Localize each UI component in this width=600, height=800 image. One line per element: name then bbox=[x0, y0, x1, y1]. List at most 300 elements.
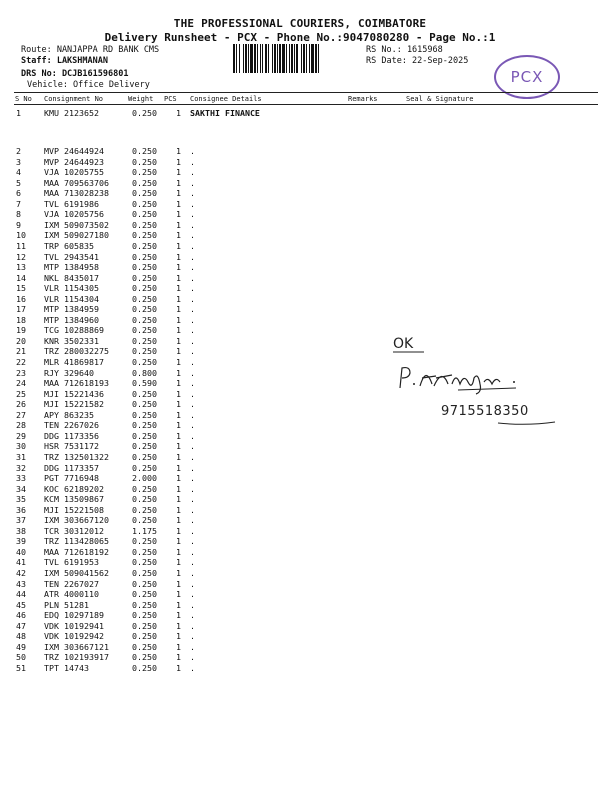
cell-sno: 2 bbox=[16, 146, 21, 156]
cell-pcs: 1 bbox=[176, 536, 181, 546]
table-row bbox=[0, 452, 600, 462]
cell-consignment-no: MVP 24644924 bbox=[44, 146, 104, 156]
cell-pcs: 1 bbox=[176, 209, 181, 219]
cell-sno: 20 bbox=[16, 336, 26, 346]
rs-number: RS No.: 1615968 bbox=[366, 45, 443, 55]
cell-sno: 21 bbox=[16, 346, 26, 356]
cell-pcs: 1 bbox=[176, 157, 181, 167]
cell-sno: 48 bbox=[16, 631, 26, 641]
cell-pcs: 1 bbox=[176, 188, 181, 198]
cell-sno: 18 bbox=[16, 315, 26, 325]
col-seal-signature: Seal & Signature bbox=[406, 95, 474, 103]
cell-consignee: . bbox=[190, 241, 195, 251]
cell-weight: 0.250 bbox=[132, 557, 157, 567]
cell-consignment-no: TVL 6191986 bbox=[44, 199, 99, 209]
cell-consignee: . bbox=[190, 273, 195, 283]
drs-number: DRS No: DCJB161596801 bbox=[21, 69, 129, 79]
table-row bbox=[0, 146, 600, 156]
cell-consignment-no: NKL 8435017 bbox=[44, 273, 99, 283]
cell-consignment-no: VLR 1154304 bbox=[44, 294, 99, 304]
route-label: Route: NANJAPPA RD BANK CMS bbox=[21, 45, 160, 55]
table-row bbox=[0, 252, 600, 262]
cell-pcs: 1 bbox=[176, 505, 181, 515]
cell-sno: 11 bbox=[16, 241, 26, 251]
cell-weight: 0.250 bbox=[132, 484, 157, 494]
cell-sno: 4 bbox=[16, 167, 21, 177]
cell-sno: 50 bbox=[16, 652, 26, 662]
cell-weight: 0.250 bbox=[132, 631, 157, 641]
table-row bbox=[0, 579, 600, 589]
cell-weight: 0.250 bbox=[132, 283, 157, 293]
cell-pcs: 1 bbox=[176, 273, 181, 283]
cell-sno: 29 bbox=[16, 431, 26, 441]
cell-pcs: 1 bbox=[176, 325, 181, 335]
cell-pcs: 1 bbox=[176, 304, 181, 314]
cell-consignment-no: MLR 41869817 bbox=[44, 357, 104, 367]
cell-consignee: . bbox=[190, 484, 195, 494]
cell-weight: 0.250 bbox=[132, 505, 157, 515]
cell-weight: 0.250 bbox=[132, 336, 157, 346]
cell-pcs: 1 bbox=[176, 262, 181, 272]
cell-pcs: 1 bbox=[176, 178, 181, 188]
cell-consignment-no: TRZ 102193917 bbox=[44, 652, 109, 662]
cell-weight: 1.175 bbox=[132, 526, 157, 536]
cell-sno: 16 bbox=[16, 294, 26, 304]
table-row bbox=[0, 294, 600, 304]
table-row bbox=[0, 621, 600, 631]
table-row bbox=[0, 663, 600, 673]
cell-consignee: . bbox=[190, 346, 195, 356]
cell-weight: 0.250 bbox=[132, 621, 157, 631]
cell-consignee: SAKTHI FINANCE bbox=[190, 108, 260, 118]
rs-date: RS Date: 22-Sep-2025 bbox=[366, 56, 469, 66]
cell-consignment-no: TCG 10288869 bbox=[44, 325, 104, 335]
cell-sno: 31 bbox=[16, 452, 26, 462]
cell-consignee: . bbox=[190, 157, 195, 167]
cell-weight: 0.250 bbox=[132, 515, 157, 525]
cell-sno: 43 bbox=[16, 579, 26, 589]
cell-pcs: 1 bbox=[176, 452, 181, 462]
cell-weight: 0.250 bbox=[132, 579, 157, 589]
cell-pcs: 1 bbox=[176, 283, 181, 293]
cell-consignee: . bbox=[190, 199, 195, 209]
cell-pcs: 1 bbox=[176, 547, 181, 557]
table-row bbox=[0, 315, 600, 325]
cell-sno: 38 bbox=[16, 526, 26, 536]
cell-pcs: 1 bbox=[176, 346, 181, 356]
table-row bbox=[0, 505, 600, 515]
cell-sno: 3 bbox=[16, 157, 21, 167]
cell-weight: 0.250 bbox=[132, 610, 157, 620]
ok-underline-mark bbox=[392, 350, 426, 354]
cell-sno: 22 bbox=[16, 357, 26, 367]
cell-pcs: 1 bbox=[176, 410, 181, 420]
cell-consignee: . bbox=[190, 473, 195, 483]
cell-consignment-no: MAA 709563706 bbox=[44, 178, 109, 188]
cell-consignment-no: TCR 30312012 bbox=[44, 526, 104, 536]
cell-weight: 0.250 bbox=[132, 108, 157, 118]
cell-pcs: 1 bbox=[176, 515, 181, 525]
cell-pcs: 1 bbox=[176, 368, 181, 378]
cell-consignee: . bbox=[190, 568, 195, 578]
cell-consignment-no: IXM 509073502 bbox=[44, 220, 109, 230]
cell-consignee: . bbox=[190, 410, 195, 420]
cell-pcs: 1 bbox=[176, 579, 181, 589]
cell-sno: 33 bbox=[16, 473, 26, 483]
table-row bbox=[0, 262, 600, 272]
header-bottom-divider bbox=[14, 104, 598, 105]
cell-consignee: . bbox=[190, 230, 195, 240]
table-row bbox=[0, 526, 600, 536]
cell-consignee: . bbox=[190, 420, 195, 430]
cell-consignment-no: MVP 24644923 bbox=[44, 157, 104, 167]
cell-consignment-no: IXM 303667121 bbox=[44, 642, 109, 652]
cell-pcs: 1 bbox=[176, 252, 181, 262]
cell-consignment-no: MTP 1384959 bbox=[44, 304, 99, 314]
cell-consignment-no: VJA 10205755 bbox=[44, 167, 104, 177]
cell-consignment-no: HSR 7531172 bbox=[44, 441, 99, 451]
cell-pcs: 1 bbox=[176, 526, 181, 536]
company-title: THE PROFESSIONAL COURIERS, COIMBATORE bbox=[173, 17, 427, 30]
cell-consignee: . bbox=[190, 536, 195, 546]
cell-pcs: 1 bbox=[176, 600, 181, 610]
cell-pcs: 1 bbox=[176, 589, 181, 599]
runsheet-subtitle: Delivery Runsheet - PCX - Phone No.:9047080280 - Page No.:1 bbox=[104, 31, 496, 44]
cell-consignee: . bbox=[190, 209, 195, 219]
cell-weight: 0.250 bbox=[132, 410, 157, 420]
cell-consignment-no: APY 863235 bbox=[44, 410, 94, 420]
cell-pcs: 1 bbox=[176, 431, 181, 441]
cell-consignee: . bbox=[190, 589, 195, 599]
cell-consignee: . bbox=[190, 304, 195, 314]
cell-sno: 36 bbox=[16, 505, 26, 515]
cell-weight: 0.800 bbox=[132, 368, 157, 378]
cell-consignee: . bbox=[190, 389, 195, 399]
cell-consignee: . bbox=[190, 600, 195, 610]
table-row bbox=[0, 336, 600, 346]
cell-weight: 0.250 bbox=[132, 262, 157, 272]
cell-consignee: . bbox=[190, 621, 195, 631]
cell-weight: 0.250 bbox=[132, 399, 157, 409]
cell-consignee: . bbox=[190, 463, 195, 473]
cell-sno: 42 bbox=[16, 568, 26, 578]
cell-sno: 5 bbox=[16, 178, 21, 188]
cell-consignee: . bbox=[190, 505, 195, 515]
cell-consignment-no: IXM 509041562 bbox=[44, 568, 109, 578]
table-row bbox=[0, 325, 600, 335]
cell-weight: 0.250 bbox=[132, 252, 157, 262]
cell-weight: 0.250 bbox=[132, 452, 157, 462]
table-row bbox=[0, 304, 600, 314]
cell-pcs: 1 bbox=[176, 220, 181, 230]
cell-consignment-no: VDK 10192942 bbox=[44, 631, 104, 641]
cell-sno: 24 bbox=[16, 378, 26, 388]
cell-weight: 0.250 bbox=[132, 568, 157, 578]
table-row bbox=[0, 589, 600, 599]
cell-weight: 0.250 bbox=[132, 146, 157, 156]
table-row bbox=[0, 178, 600, 188]
cell-sno: 26 bbox=[16, 399, 26, 409]
table-row bbox=[0, 494, 600, 504]
cell-consignee: . bbox=[190, 610, 195, 620]
cell-sno: 9 bbox=[16, 220, 21, 230]
cell-consignment-no: TRZ 280032275 bbox=[44, 346, 109, 356]
cell-pcs: 1 bbox=[176, 621, 181, 631]
cell-pcs: 1 bbox=[176, 557, 181, 567]
cell-pcs: 1 bbox=[176, 642, 181, 652]
cell-sno: 51 bbox=[16, 663, 26, 673]
cell-sno: 28 bbox=[16, 420, 26, 430]
table-row bbox=[0, 610, 600, 620]
cell-sno: 6 bbox=[16, 188, 21, 198]
table-row bbox=[0, 642, 600, 652]
cell-sno: 37 bbox=[16, 515, 26, 525]
cell-weight: 0.250 bbox=[132, 536, 157, 546]
cell-weight: 0.250 bbox=[132, 273, 157, 283]
cell-sno: 8 bbox=[16, 209, 21, 219]
cell-pcs: 1 bbox=[176, 652, 181, 662]
cell-consignee: . bbox=[190, 294, 195, 304]
cell-sno: 27 bbox=[16, 410, 26, 420]
cell-consignment-no: MAA 712618192 bbox=[44, 547, 109, 557]
table-row bbox=[0, 441, 600, 451]
cell-pcs: 1 bbox=[176, 378, 181, 388]
cell-consignment-no: ATR 4000110 bbox=[44, 589, 99, 599]
header-top-divider bbox=[14, 92, 598, 93]
cell-consignment-no: KNR 3502331 bbox=[44, 336, 99, 346]
cell-consignee: . bbox=[190, 146, 195, 156]
cell-pcs: 1 bbox=[176, 610, 181, 620]
cell-pcs: 1 bbox=[176, 199, 181, 209]
table-row bbox=[0, 199, 600, 209]
cell-weight: 0.250 bbox=[132, 441, 157, 451]
cell-sno: 17 bbox=[16, 304, 26, 314]
cell-consignment-no: MJI 15221436 bbox=[44, 389, 104, 399]
cell-weight: 0.250 bbox=[132, 220, 157, 230]
cell-sno: 41 bbox=[16, 557, 26, 567]
col-sno: S No bbox=[15, 95, 32, 103]
cell-consignee: . bbox=[190, 399, 195, 409]
cell-weight: 0.250 bbox=[132, 663, 157, 673]
handwritten-signature bbox=[396, 362, 526, 396]
col-pcs: PCS bbox=[164, 95, 177, 103]
cell-pcs: 1 bbox=[176, 108, 181, 118]
table-row bbox=[0, 484, 600, 494]
cell-weight: 0.250 bbox=[132, 420, 157, 430]
cell-pcs: 1 bbox=[176, 146, 181, 156]
cell-weight: 0.250 bbox=[132, 304, 157, 314]
cell-consignment-no: TRP 605835 bbox=[44, 241, 94, 251]
cell-consignment-no: VDK 10192941 bbox=[44, 621, 104, 631]
cell-weight: 0.250 bbox=[132, 294, 157, 304]
barcode-image bbox=[233, 44, 360, 73]
cell-sno: 23 bbox=[16, 368, 26, 378]
cell-consignee: . bbox=[190, 220, 195, 230]
handwritten-ok: OK bbox=[393, 336, 414, 352]
cell-consignment-no: IXM 303667120 bbox=[44, 515, 109, 525]
cell-consignment-no: EDQ 10297189 bbox=[44, 610, 104, 620]
cell-pcs: 1 bbox=[176, 230, 181, 240]
cell-consignment-no: TVL 6191953 bbox=[44, 557, 99, 567]
cell-pcs: 1 bbox=[176, 241, 181, 251]
cell-consignee: . bbox=[190, 642, 195, 652]
table-row bbox=[0, 515, 600, 525]
cell-pcs: 1 bbox=[176, 389, 181, 399]
cell-weight: 0.250 bbox=[132, 188, 157, 198]
cell-weight: 0.250 bbox=[132, 589, 157, 599]
cell-pcs: 1 bbox=[176, 294, 181, 304]
cell-weight: 0.250 bbox=[132, 167, 157, 177]
cell-consignee: . bbox=[190, 262, 195, 272]
cell-consignee: . bbox=[190, 378, 195, 388]
cell-consignee: . bbox=[190, 252, 195, 262]
cell-pcs: 1 bbox=[176, 315, 181, 325]
cell-pcs: 1 bbox=[176, 420, 181, 430]
cell-consignment-no: RJY 329640 bbox=[44, 368, 94, 378]
cell-sno: 40 bbox=[16, 547, 26, 557]
phone-underline bbox=[497, 420, 557, 426]
cell-consignment-no: KCM 13509867 bbox=[44, 494, 104, 504]
cell-consignee: . bbox=[190, 631, 195, 641]
handwritten-phone: 9715518350 bbox=[441, 404, 529, 419]
cell-sno: 45 bbox=[16, 600, 26, 610]
cell-sno: 49 bbox=[16, 642, 26, 652]
cell-consignment-no: TRZ 113428065 bbox=[44, 536, 109, 546]
table-row bbox=[0, 631, 600, 641]
cell-pcs: 1 bbox=[176, 167, 181, 177]
staff-label: Staff: LAKSHMANAN bbox=[21, 56, 108, 66]
cell-consignee: . bbox=[190, 494, 195, 504]
cell-pcs: 1 bbox=[176, 494, 181, 504]
table-row bbox=[0, 568, 600, 578]
cell-weight: 0.250 bbox=[132, 346, 157, 356]
cell-sno: 32 bbox=[16, 463, 26, 473]
cell-weight: 0.590 bbox=[132, 378, 157, 388]
cell-consignee: . bbox=[190, 557, 195, 567]
cell-pcs: 1 bbox=[176, 463, 181, 473]
cell-consignment-no: IXM 509027180 bbox=[44, 230, 109, 240]
table-row bbox=[0, 167, 600, 177]
cell-consignment-no: MAA 713028238 bbox=[44, 188, 109, 198]
cell-consignment-no: MTP 1384960 bbox=[44, 315, 99, 325]
cell-consignment-no: KMU 2123652 bbox=[44, 108, 99, 118]
cell-sno: 39 bbox=[16, 536, 26, 546]
cell-weight: 0.250 bbox=[132, 209, 157, 219]
cell-consignment-no: TVL 2943541 bbox=[44, 252, 99, 262]
cell-pcs: 1 bbox=[176, 484, 181, 494]
cell-pcs: 1 bbox=[176, 357, 181, 367]
table-row bbox=[0, 188, 600, 198]
table-row bbox=[0, 600, 600, 610]
cell-consignment-no: VJA 10205756 bbox=[44, 209, 104, 219]
cell-pcs: 1 bbox=[176, 441, 181, 451]
cell-consignee: . bbox=[190, 167, 195, 177]
cell-consignment-no: TRZ 132501322 bbox=[44, 452, 109, 462]
cell-consignee: . bbox=[190, 368, 195, 378]
cell-consignment-no: DDG 1173357 bbox=[44, 463, 99, 473]
pcx-stamp: PCX bbox=[494, 55, 560, 99]
cell-consignee: . bbox=[190, 452, 195, 462]
col-consignee: Consignee Details bbox=[190, 95, 262, 103]
col-weight: Weight bbox=[128, 95, 154, 103]
cell-weight: 0.250 bbox=[132, 389, 157, 399]
cell-sno: 1 bbox=[16, 108, 21, 118]
table-row bbox=[0, 652, 600, 662]
cell-sno: 7 bbox=[16, 199, 21, 209]
table-row bbox=[0, 220, 600, 230]
cell-pcs: 1 bbox=[176, 399, 181, 409]
cell-weight: 0.250 bbox=[132, 357, 157, 367]
cell-sno: 10 bbox=[16, 230, 26, 240]
cell-sno: 15 bbox=[16, 283, 26, 293]
cell-consignee: . bbox=[190, 357, 195, 367]
cell-consignment-no: TEN 2267026 bbox=[44, 420, 99, 430]
cell-consignee: . bbox=[190, 526, 195, 536]
table-row bbox=[0, 473, 600, 483]
cell-consignment-no: PGT 7716948 bbox=[44, 473, 99, 483]
cell-sno: 25 bbox=[16, 389, 26, 399]
cell-sno: 47 bbox=[16, 621, 26, 631]
cell-consignment-no: VLR 1154305 bbox=[44, 283, 99, 293]
cell-sno: 34 bbox=[16, 484, 26, 494]
table-row bbox=[0, 431, 600, 441]
cell-weight: 0.250 bbox=[132, 547, 157, 557]
cell-pcs: 1 bbox=[176, 631, 181, 641]
cell-sno: 35 bbox=[16, 494, 26, 504]
cell-weight: 0.250 bbox=[132, 157, 157, 167]
cell-consignment-no: TPT 14743 bbox=[44, 663, 89, 673]
cell-consignee: . bbox=[190, 547, 195, 557]
cell-consignment-no: MAA 712618193 bbox=[44, 378, 109, 388]
cell-consignment-no: KOC 62189202 bbox=[44, 484, 104, 494]
table-row bbox=[0, 463, 600, 473]
cell-weight: 0.250 bbox=[132, 600, 157, 610]
cell-weight: 0.250 bbox=[132, 178, 157, 188]
cell-consignment-no: MJI 15221508 bbox=[44, 505, 104, 515]
cell-consignment-no: MTP 1384958 bbox=[44, 262, 99, 272]
cell-weight: 0.250 bbox=[132, 431, 157, 441]
table-row bbox=[0, 209, 600, 219]
col-remarks: Remarks bbox=[348, 95, 378, 103]
cell-pcs: 1 bbox=[176, 473, 181, 483]
table-row bbox=[0, 230, 600, 240]
cell-consignment-no: MJI 15221582 bbox=[44, 399, 104, 409]
cell-consignee: . bbox=[190, 663, 195, 673]
cell-weight: 0.250 bbox=[132, 652, 157, 662]
table-row bbox=[0, 157, 600, 167]
cell-weight: 0.250 bbox=[132, 199, 157, 209]
table-row bbox=[0, 108, 600, 118]
cell-consignment-no: TEN 2267027 bbox=[44, 579, 99, 589]
cell-consignment-no: DDG 1173356 bbox=[44, 431, 99, 441]
cell-weight: 2.000 bbox=[132, 473, 157, 483]
table-row bbox=[0, 547, 600, 557]
cell-consignee: . bbox=[190, 315, 195, 325]
cell-sno: 46 bbox=[16, 610, 26, 620]
cell-consignee: . bbox=[190, 178, 195, 188]
cell-weight: 0.250 bbox=[132, 494, 157, 504]
cell-weight: 0.250 bbox=[132, 642, 157, 652]
cell-weight: 0.250 bbox=[132, 463, 157, 473]
cell-sno: 44 bbox=[16, 589, 26, 599]
table-row bbox=[0, 346, 600, 356]
vehicle-label: Vehicle: Office Delivery bbox=[27, 80, 150, 90]
cell-sno: 19 bbox=[16, 325, 26, 335]
cell-consignee: . bbox=[190, 336, 195, 346]
cell-sno: 14 bbox=[16, 273, 26, 283]
cell-weight: 0.250 bbox=[132, 230, 157, 240]
cell-consignee: . bbox=[190, 431, 195, 441]
